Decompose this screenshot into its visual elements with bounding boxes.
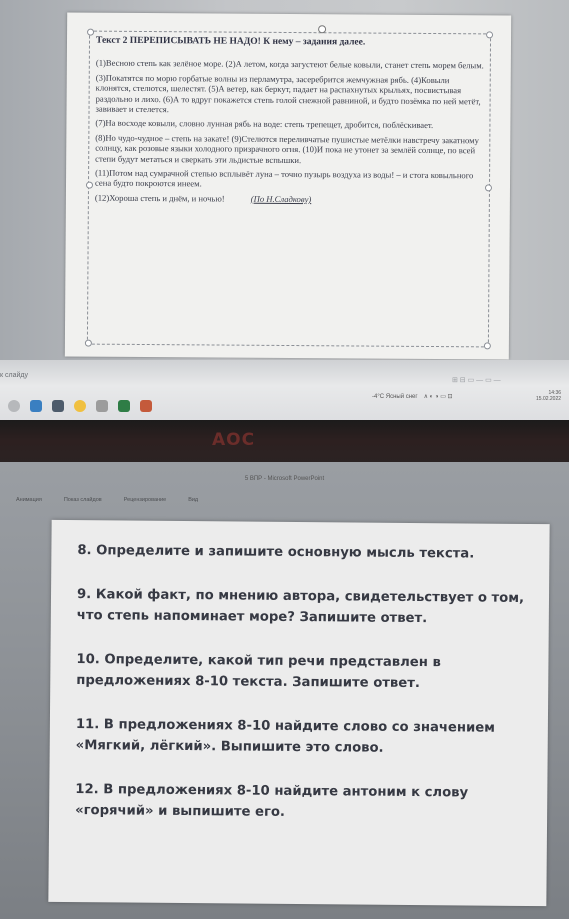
tray-icons: ∧ ◐ ◑ ▭ ⊡	[423, 394, 453, 400]
tab-review[interactable]: Рецензирование	[123, 497, 167, 503]
bottom-slide	[48, 520, 549, 906]
start-icon[interactable]	[8, 400, 20, 412]
rotate-handle[interactable]	[318, 25, 326, 33]
ribbon-tabs	[16, 497, 198, 503]
monitor-brand-logo: AOC	[212, 430, 256, 450]
clock[interactable]	[536, 390, 561, 402]
questions-list	[75, 540, 530, 848]
store-icon[interactable]	[96, 400, 108, 412]
paragraph-6	[95, 193, 483, 206]
paragraph-1: (1)Весною степь как зелёное море. (2)А летом, когда загустеют белые ковыли, станет степь морем белым.	[95, 58, 484, 71]
clock-time: 14:36	[548, 390, 562, 396]
tab-slideshow[interactable]: Показ слайдов	[63, 497, 102, 503]
resize-handle-bottom-right[interactable]	[484, 342, 491, 349]
window-title: 5 ВПР - Microsoft PowerPoint	[244, 476, 325, 482]
paragraph-3: (7)На восходе ковыли, словно лунная рябь на воде: степь трепещет, дробится, поблёскивает.	[95, 118, 434, 131]
explorer-icon[interactable]	[52, 400, 64, 412]
chrome-icon[interactable]	[74, 400, 86, 412]
question-10: 10. Определите, какой тип речи представлен в предложениях 8-10 текста. Запишите ответ.	[76, 652, 441, 692]
system-tray[interactable]	[372, 393, 453, 400]
author-credit: (По Н.Сладкову)	[250, 193, 312, 205]
top-monitor-screen	[0, 0, 569, 372]
resize-handle-right[interactable]	[485, 184, 492, 191]
weather-text: -4°C Ясный снег	[372, 393, 418, 400]
paragraph-2: (3)Покатятся по морю горбатые волны из перламутра, засеребрится жемчужная рябь. (4)Ковыли клонятся, стелются, шелестят. (5)А ветер, как беркут, падает на распахнутых крыльях, посвистывая раздольно и лихо. (6)А то вдруг покажется степь голой снежной равниной, и будто позёмка по ней метёт, завивает и стелется.	[95, 72, 481, 115]
text-placeholder-box[interactable]	[87, 31, 491, 348]
question-11: 11. В предложениях 8-10 найдите слово со значением «Мягкий, лёгкий». Выпишите это слово.	[75, 717, 496, 756]
question-12: 12. В предложениях 8-10 найдите антоним к слову «горячий» и выпишите его.	[75, 782, 469, 820]
question-9: 9. Какой факт, по мнению автора, свидетельствует о том, что степь напоминает море? Запишите ответ.	[76, 587, 525, 627]
last-line: (12)Хороша степь и днём, и ночью!	[94, 192, 225, 204]
bottom-monitor-screen	[0, 462, 569, 919]
resize-handle-top-left[interactable]	[87, 29, 94, 36]
slide-title: Текст 2 ПЕРЕПИСЫВАТЬ НЕ НАДО! К нему – задания далее.	[95, 35, 366, 48]
status-bar-text: к слайду	[0, 372, 28, 379]
taskbar-area	[0, 360, 569, 425]
resize-handle-left[interactable]	[86, 182, 93, 189]
question-8: 8. Определите и запишите основную мысль текста.	[77, 543, 475, 562]
tab-view[interactable]: Вид	[188, 497, 199, 503]
taskbar-icons	[8, 398, 152, 414]
monitor-bezel	[0, 420, 569, 462]
paragraph-4: (8)Но чудо-чудное – степь на закате! (9)Стелются переливчатые пушистые метёлки навстречу закатному солнцу, как розовые языки холодного призрачного огня. (10)И пока не утонет за землёй солнце, по всей степи будут метаться и сверкать эти льдистые вспышки.	[95, 132, 479, 165]
excel-icon[interactable]	[118, 400, 130, 412]
view-buttons[interactable]: ⊞ ⊟ ▭ — ▭ —	[452, 377, 501, 384]
paragraph-5: (11)Потом над сумрачной степью всплывёт луна – точно пузырь воздуха из воды! – и стога ковыльного сена будто покроются инеем.	[94, 167, 474, 189]
clock-date: 15.02.2022	[536, 396, 562, 402]
resize-handle-bottom-left[interactable]	[85, 340, 92, 347]
powerpoint-icon[interactable]	[140, 400, 152, 412]
resize-handle-top-right[interactable]	[486, 31, 493, 38]
browser-icon[interactable]	[30, 400, 42, 412]
slide-text-body	[95, 36, 484, 210]
top-slide	[65, 12, 511, 359]
tab-animation[interactable]: Анимация	[16, 497, 42, 503]
